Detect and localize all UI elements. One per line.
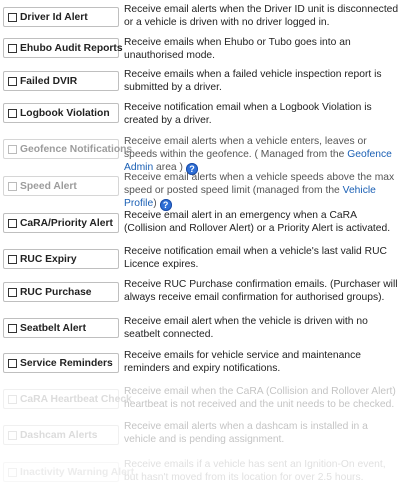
checkbox-label: Speed Alert <box>20 180 77 192</box>
checkbox-square[interactable] <box>8 219 17 228</box>
description-text: Receive email alerts when a vehicle speeds above the max speed or posted speed limit (managed from the <box>124 172 395 196</box>
cara-heartbeat-check-checkbox[interactable] <box>3 389 132 409</box>
checkbox-square[interactable] <box>8 77 17 86</box>
alert-description: Receive emails when Ehubo or Tubo goes into an unauthorised mode. <box>124 37 351 61</box>
checkbox-label: Failed DVIR <box>20 75 78 87</box>
alert-description: Receive notification email when a vehicle's last valid RUC Licence expires. <box>124 246 387 270</box>
alert-description: Receive emails when a failed vehicle inspection report is submitted by a driver. <box>124 69 382 93</box>
description-text-end: ) <box>153 198 157 209</box>
alert-description: Receive email when the CaRA (Collision and Rollover Alert) heartbeat is not received and the unit needs to be checked. <box>124 386 396 410</box>
alert-row-logbook-violation <box>0 96 403 130</box>
checkbox-label: Ehubo Audit Reports <box>20 42 123 54</box>
description-text: Receive email alerts when a vehicle enters, leaves or speeds within the geofence. ( Managed from the <box>124 136 367 160</box>
alert-description: Receive email alerts when a dashcam is installed in a vehicle and is pending assignment. <box>124 421 368 445</box>
vehicle-profile-link[interactable]: Vehicle Profile <box>124 185 376 209</box>
checkbox-square[interactable] <box>8 182 17 191</box>
alert-description: Receive emails for vehicle service and maintenance reminders and expiry notifications. <box>124 350 361 374</box>
checkbox-square[interactable] <box>8 13 17 22</box>
alert-row-inactivity-warning <box>0 453 403 491</box>
alert-description: Receive email alert in an emergency when a CaRA (Collision and Rollover Alert) or a Priority Alert is activated. <box>124 210 391 234</box>
checkbox-square[interactable] <box>8 255 17 264</box>
alert-row-speed <box>0 168 403 210</box>
help-icon[interactable]: ? <box>186 163 198 175</box>
checkbox-label: Service Reminders <box>20 357 113 369</box>
alert-row-dashcam <box>0 417 403 453</box>
checkbox-square[interactable] <box>8 109 17 118</box>
alert-description: Receive RUC Purchase confirmation emails. (Purchaser will always receive email confirmation for authorised groups). <box>124 279 398 303</box>
speed-alert-checkbox[interactable] <box>3 176 119 196</box>
checkbox-square[interactable] <box>8 324 17 333</box>
checkbox-label: Dashcam Alerts <box>20 429 98 441</box>
seatbelt-alert-checkbox[interactable] <box>3 318 119 338</box>
alert-row-service-reminders <box>0 345 403 381</box>
checkbox-square[interactable] <box>8 468 17 477</box>
alert-row-ruc-purchase <box>0 275 403 311</box>
checkbox-square[interactable] <box>8 145 17 154</box>
checkbox-label: Geofence Notifications <box>20 143 133 155</box>
checkbox-square[interactable] <box>8 288 17 297</box>
alert-description: Receive notification email when a Logbook Violation is created by a driver. <box>124 102 372 126</box>
alert-row-geofence <box>0 130 403 174</box>
checkbox-square[interactable] <box>8 44 17 53</box>
checkbox-square[interactable] <box>8 431 17 440</box>
checkbox-label: Seatbelt Alert <box>20 322 86 334</box>
checkbox-label: Inactivity Warning Alert <box>20 466 135 478</box>
driver-id-alert-checkbox[interactable] <box>3 7 119 27</box>
checkbox-label: RUC Expiry <box>20 253 77 265</box>
alert-row-ruc-expiry <box>0 241 403 275</box>
alert-row-driver-id <box>0 0 403 31</box>
checkbox-label: Driver Id Alert <box>20 11 88 23</box>
alert-row-cara-heartbeat <box>0 381 403 417</box>
checkbox-label: CaRA Heartbeat Check <box>20 393 132 405</box>
ruc-expiry-checkbox[interactable] <box>3 249 119 269</box>
inactivity-warning-alert-checkbox[interactable] <box>3 462 135 482</box>
geofence-admin-link[interactable]: Geofence Admin <box>124 149 392 173</box>
dashcam-alerts-checkbox[interactable] <box>3 425 119 445</box>
alert-description: Receive emails if a vehicle has sent an Ignition-On event, but hasn't moved from its location for over 2.5 hours. <box>124 459 386 483</box>
alert-row-cara-priority <box>0 205 403 241</box>
alert-description: Receive email alert when the vehicle is driven with no seatbelt connected. <box>124 316 368 340</box>
cara-priority-alert-checkbox[interactable] <box>3 213 119 233</box>
checkbox-label: Logbook Violation <box>20 107 110 119</box>
alert-row-ehubo-audit <box>0 31 403 64</box>
checkbox-label: CaRA/Priority Alert <box>20 217 113 229</box>
failed-dvir-checkbox[interactable] <box>3 71 119 91</box>
alert-row-failed-dvir <box>0 64 403 96</box>
checkbox-square[interactable] <box>8 395 17 404</box>
logbook-violation-checkbox[interactable] <box>3 103 119 123</box>
help-icon[interactable]: ? <box>160 199 172 211</box>
checkbox-label: RUC Purchase <box>20 286 92 298</box>
service-reminders-checkbox[interactable] <box>3 353 119 373</box>
checkbox-square[interactable] <box>8 359 17 368</box>
ehubo-audit-reports-checkbox[interactable] <box>3 38 123 58</box>
alert-row-seatbelt <box>0 311 403 345</box>
geofence-notifications-checkbox[interactable] <box>3 139 133 159</box>
ruc-purchase-checkbox[interactable] <box>3 282 119 302</box>
alert-description: Receive email alerts when the Driver ID unit is disconnected or a vehicle is driven with no driver logged in. <box>124 4 399 28</box>
description-text-end: area ) <box>153 162 183 173</box>
